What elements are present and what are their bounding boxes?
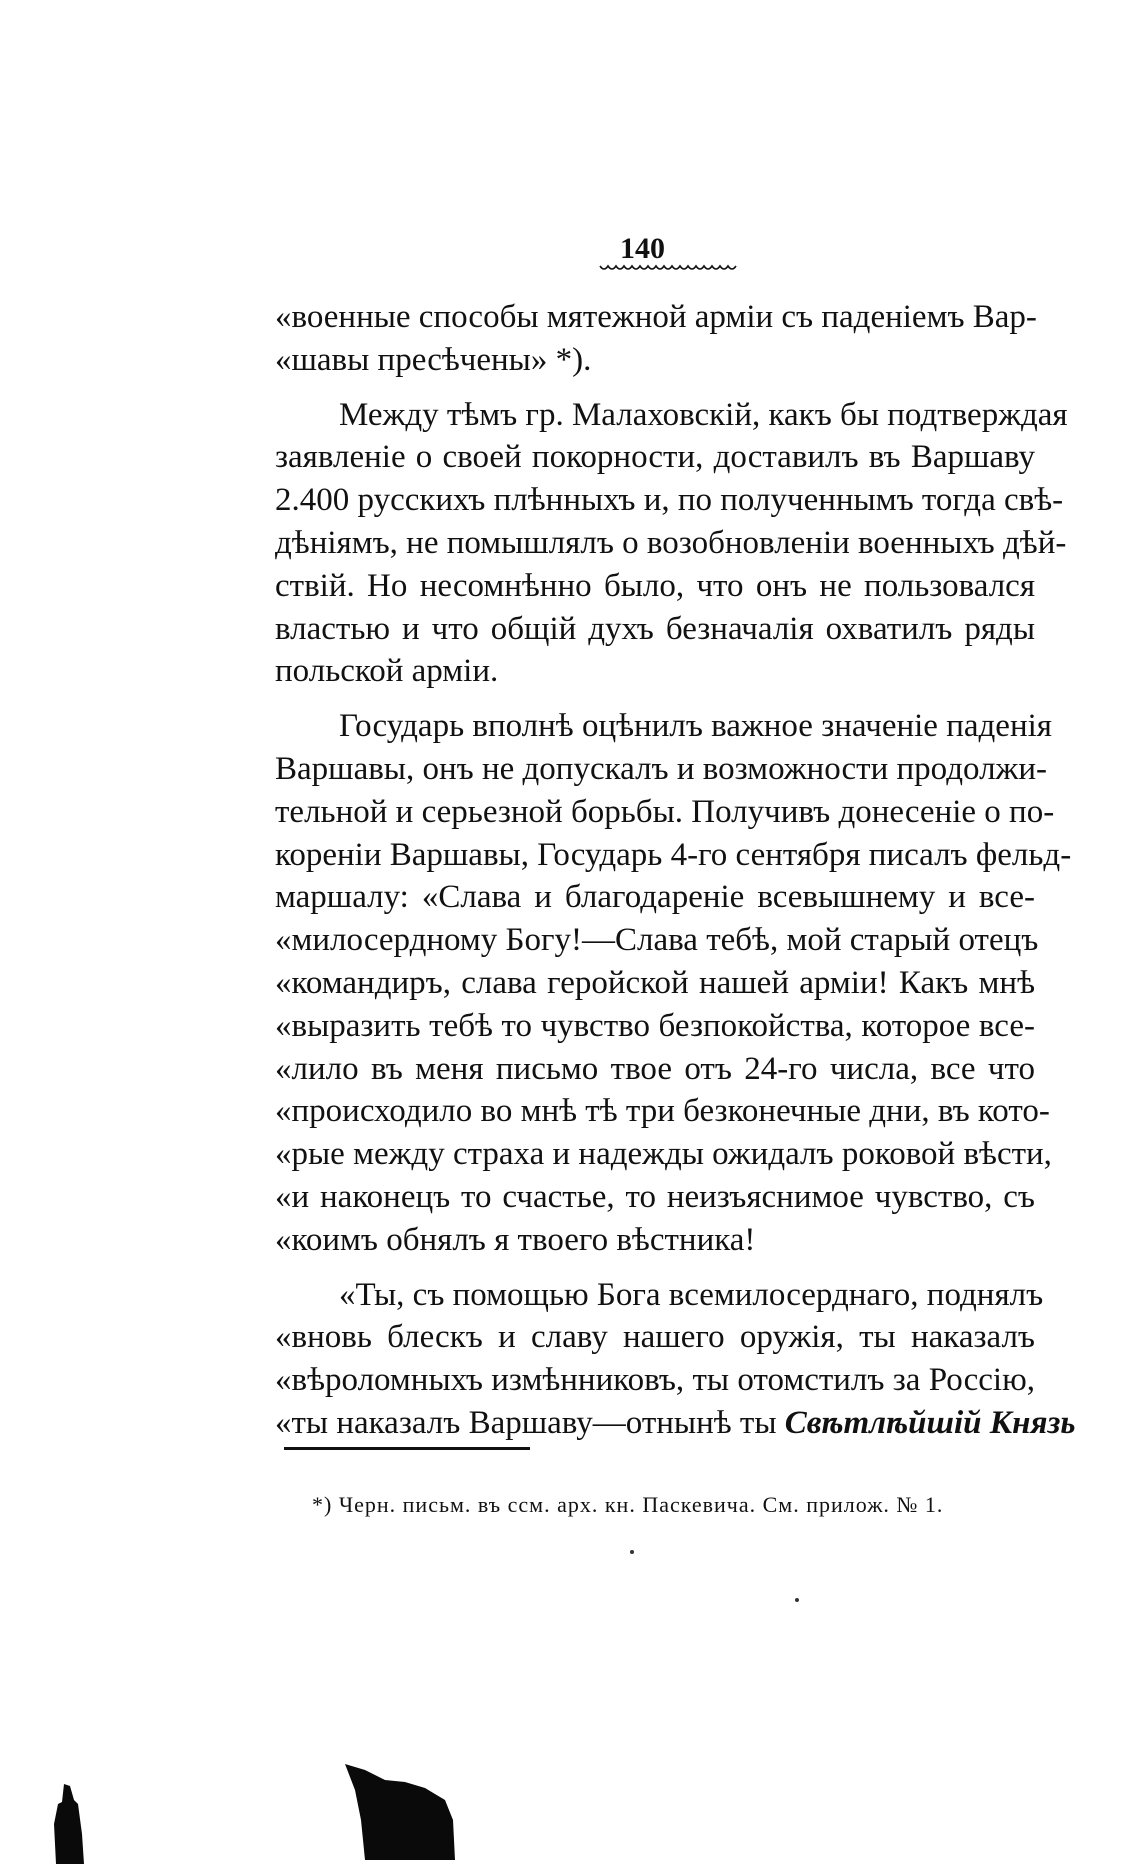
page-number: 140 — [620, 232, 665, 265]
text-line: «Ты, съ помощью Бога всемилосерднаго, поднялъ — [339, 1276, 1044, 1313]
text-line: дѣніямъ, не помышлялъ о возобновленіи военныхъ дѣй- — [275, 524, 1067, 561]
text-line: Государь вполнѣ оцѣнилъ важное значеніе паденія — [339, 708, 1052, 745]
body-text — [275, 296, 1076, 1445]
scan-blot-center — [345, 1760, 455, 1860]
text-line: «военные способы мятежной арміи съ паденіемъ Вар- — [275, 299, 1037, 335]
text-line: Варшавы, онъ не допускалъ и возможности продолжи- — [275, 750, 1047, 787]
text-line: «вѣроломныхъ измѣнниковъ, ты отомстилъ за Россію, — [275, 1362, 1035, 1399]
text-line: «выразить тебѣ то чувство безпокойства, которое все- — [275, 1007, 1035, 1044]
text-line: ствій. Но несомнѣнно было, что онъ не пользовался — [275, 567, 1035, 604]
text-line-final — [275, 1402, 1076, 1445]
scan-speck — [630, 1550, 634, 1554]
text-line-italic-title: Свѣтлѣйшій Князь — [784, 1404, 1076, 1441]
scan-blot-left — [48, 1764, 88, 1864]
text-line: «лило въ меня письмо твое отъ 24-го числа, все что — [275, 1050, 1035, 1087]
page-number-underline-ornament — [598, 262, 738, 274]
text-line: «коимъ обнялъ я твоего вѣстника! — [275, 1221, 756, 1258]
scan-speck — [795, 1598, 799, 1602]
text-line: «вновь блескъ и славу нашего оружія, ты наказалъ — [275, 1319, 1035, 1356]
footnote: *) Черн. письм. въ ссм. арх. кн. Паскевича. См. прилож. № 1. — [312, 1492, 944, 1517]
text-line: «происходило во мнѣ тѣ три безконечные дни, въ кото- — [275, 1093, 1050, 1130]
text-line: «рые между страха и надежды ожидалъ роковой вѣсти, — [275, 1136, 1052, 1173]
text-line: «командиръ, слава геройской нашей арміи! Какъ мнѣ — [275, 964, 1035, 1001]
text-line: заявленіе о своей покорности, доставилъ въ Варшаву — [275, 439, 1035, 476]
text-line: «шавы пресѣчены» *). — [275, 341, 592, 378]
text-line: кореніи Варшавы, Государь 4-го сентября писалъ фельд- — [275, 836, 1072, 873]
text-line: «милосердному Богу!—Слава тебѣ, мой старый отецъ — [275, 922, 1039, 959]
text-line-plain: «ты наказалъ Варшаву—отнынѣ ты — [275, 1404, 785, 1441]
text-line: властью и что общій духъ безначалія охватилъ ряды — [275, 610, 1035, 647]
text-line: Между тѣмъ гр. Малаховскій, какъ бы подтверждая — [339, 396, 1068, 433]
text-line: тельной и серьезной борьбы. Получивъ донесеніе о по- — [275, 793, 1055, 830]
text-line: «и наконецъ то счастье, то неизъяснимое чувство, съ — [275, 1178, 1035, 1215]
text-line: польской арміи. — [275, 653, 499, 690]
text-line: 2.400 русскихъ плѣнныхъ и, по полученнымъ тогда свѣ- — [275, 482, 1064, 519]
text-line: маршалу: «Слава и благодареніе всевышнему и все- — [275, 879, 1035, 916]
footnote-divider — [284, 1447, 530, 1450]
